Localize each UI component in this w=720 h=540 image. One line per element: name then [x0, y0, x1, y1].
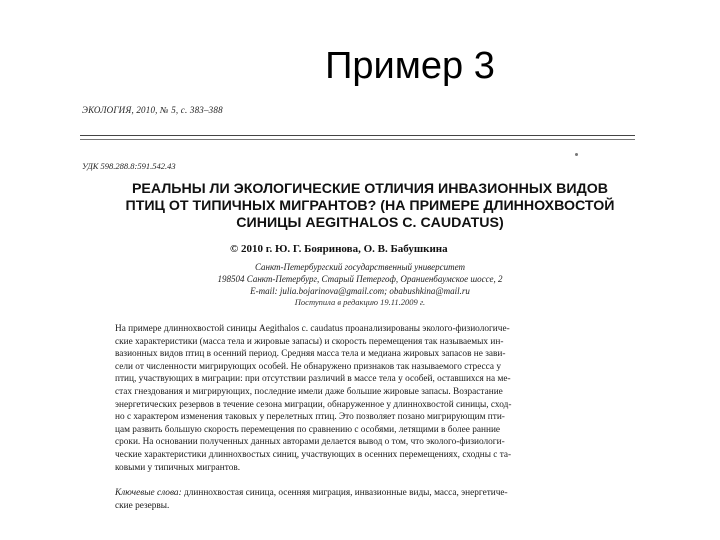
abstract-line: вазионных видов птиц в осенний период. Средняя масса тела и медиана жировых запасов не зави- — [115, 349, 506, 360]
article-title-line: РЕАЛЬНЫ ЛИ ЭКОЛОГИЧЕСКИЕ ОТЛИЧИЯ ИНВАЗИОННЫХ ВИДОВ — [131, 181, 609, 197]
keywords-text: длиннохвостая синица, осенняя миграция, инвазионные виды, масса, энергетиче- — [181, 488, 508, 498]
keywords-line: ские резервы. — [115, 500, 170, 511]
scan-speck — [575, 153, 578, 156]
abstract — [115, 323, 613, 474]
affiliation-email: E-mail: julia.bojarinova@gmail.com; obabushkina@mail.ru — [250, 286, 470, 296]
header-rule-secondary — [80, 139, 635, 140]
journal-reference: ЭКОЛОГИЯ, 2010, № 5, с. 383–388 — [82, 105, 223, 115]
abstract-line: ческие характеристики длиннохвостых синиц, участвующих в осенних перемещениях, сходны с та- — [115, 449, 512, 460]
abstract-line: но с характером изменения таковых у перелетных птиц. Это позволяет позано мигрирующим пти- — [115, 412, 505, 423]
article-title — [90, 181, 650, 232]
abstract-line: стах гнездования и мигрирующих, последние имели даже большие жировые запасы. Возрастание — [115, 386, 503, 397]
abstract-line: сели от численности мигрирующих особей. Не обнаружено признаков так называемого стресса у — [115, 361, 502, 372]
slide-title: Пример 3 — [325, 45, 495, 87]
abstract-line: На примере длиннохвостой синицы Aegithalos c. caudatus проанализированы эколого-физиологиче- — [115, 324, 510, 334]
affiliation-line: Санкт-Петербургский государственный университет — [254, 262, 466, 272]
article-title-line: ПТИЦ ОТ ТИПИЧНЫХ МИГРАНТОВ? (НА ПРИМЕРЕ ДЛИННОХВОСТОЙ — [125, 198, 615, 214]
article-authors: © 2010 г. Ю. Г. Бояринова, О. В. Бабушкина — [230, 243, 448, 255]
keywords — [115, 487, 613, 512]
keywords-line — [115, 487, 613, 500]
abstract-line: птиц, участвующих в миграции: при отсутствии различий в массе тела у особей, оставшихся на ме- — [115, 374, 511, 385]
article-title-line: СИНИЦЫ AEGITHALOS C. CAUDATUS) — [236, 215, 504, 231]
abstract-line: ские характеристики (масса тела и жировые запасы) и скорость перемещения так называемых ин- — [115, 336, 504, 347]
affiliation-line: 198504 Санкт-Петербург, Старый Петергоф, Ораниенбаумское шоссе, 2 — [217, 274, 503, 284]
abstract-line: цам развить большую скорость перемещения по сравнению с особями, летящими в более ранние — [115, 424, 501, 435]
keywords-label: Ключевые слова: — [115, 488, 182, 498]
udk-code: УДК 598.288.8:591.542.43 — [82, 161, 176, 171]
abstract-line: энергетических резервов в течение сезона миграции, обнаруженное у длиннохвостой синицы, сход- — [115, 399, 512, 410]
abstract-line: сроки. На основании полученных данных авторами делается вывод о том, что эколого-физиологи- — [115, 437, 505, 448]
abstract-line: ковыми у типичных мигрантов. — [115, 462, 241, 473]
scanned-article — [70, 95, 645, 535]
received-date: Поступила в редакцию 19.11.2009 г. — [294, 297, 426, 307]
header-rule — [80, 135, 635, 136]
